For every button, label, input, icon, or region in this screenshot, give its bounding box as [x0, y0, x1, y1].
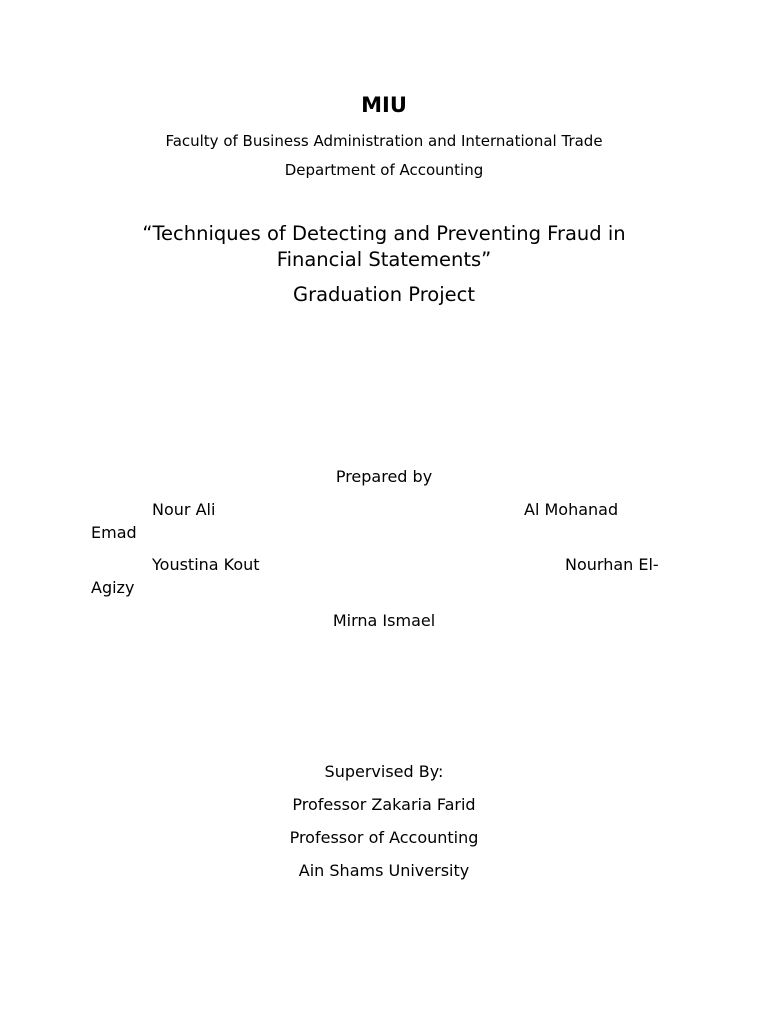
supervised-by-label: Supervised By:: [324, 762, 444, 781]
project-title: [0, 221, 768, 273]
prepared-by-label: Prepared by: [335, 467, 433, 486]
author-al-mohanad: Al Mohanad: [524, 500, 619, 519]
department-name: Department of Accounting: [284, 161, 484, 179]
supervisor-university: Ain Shams University: [298, 861, 470, 880]
project-title-line-1: “Techniques of Detecting and Preventing Fraud in: [142, 222, 626, 245]
institution-name: MIU: [361, 93, 407, 117]
author-nour-ali: Nour Ali: [152, 500, 216, 519]
project-title-line-2: Financial Statements”: [276, 248, 492, 271]
supervisor-position: Professor of Accounting: [289, 828, 479, 847]
author-nourhan-continued: Agizy: [91, 578, 135, 597]
project-subtitle: Graduation Project: [292, 283, 476, 306]
author-mirna-ismael: Mirna Ismael: [332, 611, 436, 630]
author-nourhan: Nourhan El-: [565, 555, 659, 574]
author-youstina-kout: Youstina Kout: [152, 555, 260, 574]
faculty-name: Faculty of Business Administration and International Trade: [165, 132, 603, 150]
supervisor-name: Professor Zakaria Farid: [292, 795, 476, 814]
author-al-mohanad-continued: Emad: [91, 523, 137, 542]
